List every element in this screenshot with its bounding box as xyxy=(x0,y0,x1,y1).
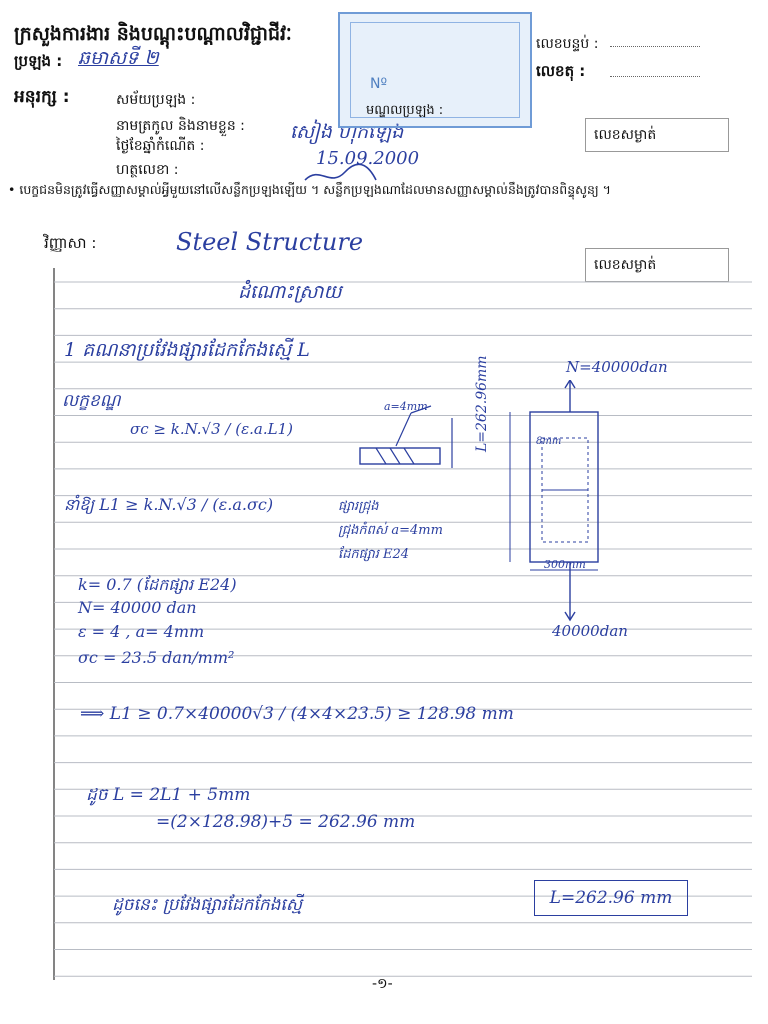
secret-code-label-2: លេខសម្ងាត់ xyxy=(594,257,657,273)
room-label: លេខបន្ទប់ : xyxy=(536,36,599,52)
conclusion-box: L=262.96 mm xyxy=(534,880,688,916)
weld-a-label: a=4mm xyxy=(384,400,428,413)
conclusion-text: ដូចនេះ ប្រវែងផ្សារដែកកែងស្មើ xyxy=(112,895,303,915)
center-label: មណ្ឌលប្រឡង : xyxy=(366,103,444,118)
k-value: k= 0.7 (ដែកផ្សារ E24) xyxy=(78,575,237,594)
final-line-1: ដូច L = 2L1 + 5mm xyxy=(86,785,251,805)
plate-drawing xyxy=(470,380,620,640)
subject-label: វិញ្ញាសា : xyxy=(44,234,97,252)
table-label: លេខតុ : xyxy=(536,62,586,80)
exam-value: ឆមាសទី ២ xyxy=(78,47,159,69)
force-top-label: N=40000dan xyxy=(566,358,668,376)
subject-value: Steel Structure xyxy=(176,228,364,256)
secret-code-label: លេខសម្ងាត់ xyxy=(594,127,657,143)
dob-value: 15.09.2000 xyxy=(316,148,420,169)
dimension-small: 8mm xyxy=(536,436,562,447)
page-number: -១- xyxy=(372,976,393,992)
table-line xyxy=(610,76,700,77)
stamp-number: Nº xyxy=(370,76,388,92)
ministry-title: ក្រសួងការងារ និងបណ្តុះបណ្តាលវិជ្ជាជីវៈ xyxy=(14,23,292,45)
width-label: 300mm xyxy=(544,558,586,571)
final-line-2: =(2×128.98)+5 = 262.96 mm xyxy=(156,812,416,832)
epsilon-value: ε = 4 , a= 4mm xyxy=(78,622,205,641)
force-bottom-label: 40000dan xyxy=(552,622,628,640)
weld-note-2: ជ្រុងកំពស់ a=4mm xyxy=(338,523,443,538)
room-line xyxy=(610,46,700,47)
n-value: N= 40000 dan xyxy=(78,598,197,617)
instruction-text: • បេក្ខជនមិនត្រូវធ្វើសញ្ញាសម្គាល់អ្វីមួយនៅលើសន្លឹកប្រឡងឡើយ ។ សន្លឹកប្រឡងណាដែលមានសញ្ញាសម្គាល់នឹងត្រូវបានពិន្ទុសូន្យ ។ xyxy=(8,182,611,197)
session-label: សម័យប្រឡង : xyxy=(116,92,196,108)
condition-label: លក្ខខណ្ឌ xyxy=(62,391,121,411)
answer-line-1: 1 គណនាប្រវែងផ្សារដែកកែងស្មើ L xyxy=(64,339,310,361)
name-value: សៀង ហុកឡេង xyxy=(290,121,404,143)
dimension-label: L=262.96mm xyxy=(474,355,490,452)
candidate-label: អនុរក្ស : xyxy=(14,87,70,107)
sigma-value: σc = 23.5 dan/mm² xyxy=(78,648,235,667)
weld-note-1: ផ្សារជ្រុង xyxy=(338,499,379,514)
condition-formula: σc ≥ k.N.√3 / (ε.a.L1) xyxy=(130,420,293,438)
weld-note-3: ដែកផ្សារ E24 xyxy=(338,547,409,562)
result-formula: ⟹ L1 ≥ 0.7×40000√3 / (4×4×23.5) ≥ 128.98 mm xyxy=(80,704,514,724)
dob-label: ថ្ងៃខែឆ្នាំកំណើត : xyxy=(116,138,205,154)
secret-code-box xyxy=(585,118,729,152)
exam-label: ប្រឡង : xyxy=(14,52,63,70)
answer-heading: ដំណោះស្រាយ xyxy=(238,281,342,303)
name-label: នាមត្រកូល និងនាមខ្លួន : xyxy=(116,118,245,134)
signature-label: ហត្ថលេខា : xyxy=(116,162,179,178)
then-formula: នាំឱ្យ L1 ≥ k.N.√3 / (ε.a.σc) xyxy=(64,495,274,514)
